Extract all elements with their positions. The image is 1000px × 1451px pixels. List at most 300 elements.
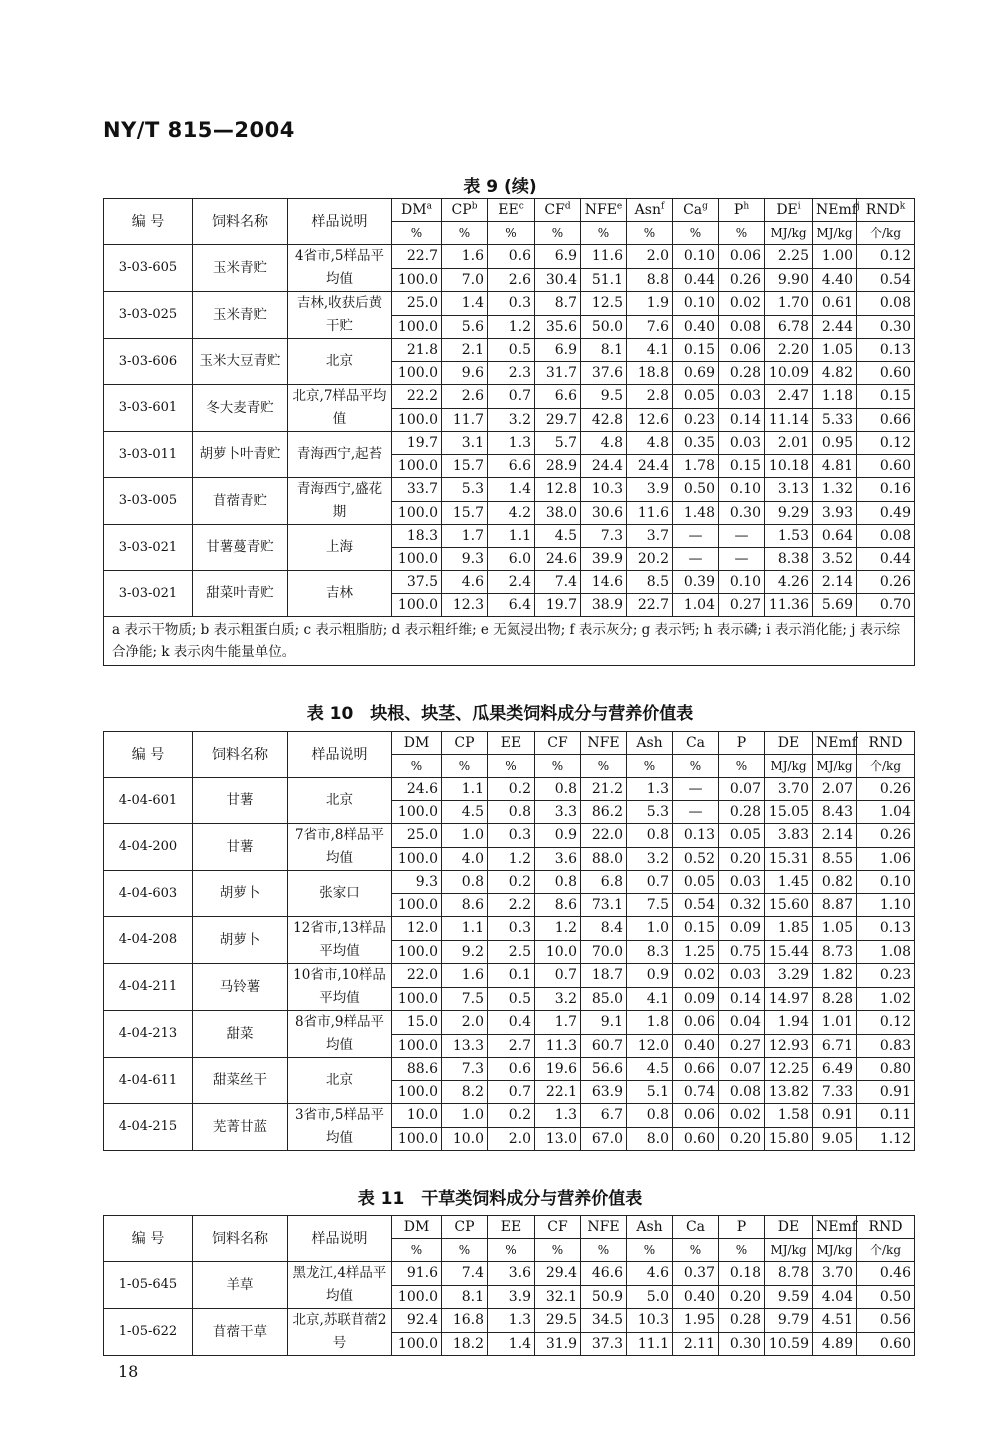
- value-p: 0.20: [719, 847, 765, 871]
- value-ca: —: [673, 778, 719, 801]
- value-cf: 3.2: [535, 987, 581, 1011]
- value-ash: 3.7: [627, 525, 673, 548]
- table-row: [104, 1262, 915, 1286]
- value-de: 2.20: [765, 339, 813, 362]
- value-p: 0.05: [719, 824, 765, 848]
- value-ee: 2.4: [488, 571, 535, 594]
- feed-id: 4-04-213: [104, 1011, 193, 1058]
- value-cp: 7.3: [442, 1058, 488, 1081]
- value-cp: 1.4: [442, 292, 488, 316]
- feed-id: 3-03-005: [104, 478, 193, 525]
- value-rnd: 0.08: [857, 525, 915, 548]
- value-nfe: 50.0: [581, 315, 627, 339]
- header-name: 饲料名称: [193, 199, 288, 245]
- value-nfe: 39.9: [581, 548, 627, 571]
- value-nfe: 22.0: [581, 824, 627, 848]
- value-ca: 0.15: [673, 339, 719, 362]
- unit-dm: %: [392, 755, 442, 778]
- value-cp: 9.3: [442, 548, 488, 571]
- feed-id: 4-04-611: [104, 1058, 193, 1104]
- value-nemf: 2.14: [813, 824, 857, 848]
- value-rnd: 0.12: [857, 245, 915, 269]
- header-desc: 样品说明: [288, 199, 392, 245]
- unit-cf: %: [535, 222, 581, 245]
- value-nemf: 4.89: [813, 1332, 857, 1356]
- sample-desc: 3省市,5样品平均值: [288, 1104, 392, 1151]
- value-dm: 18.3: [392, 525, 442, 548]
- feed-id: 3-03-606: [104, 339, 193, 385]
- value-rnd: 0.60: [857, 362, 915, 385]
- value-dm: 25.0: [392, 824, 442, 848]
- value-de: 10.18: [765, 455, 813, 478]
- value-cf: 31.7: [535, 362, 581, 385]
- table-row: [104, 292, 915, 316]
- value-cp: 1.1: [442, 778, 488, 801]
- value-p: 0.09: [719, 917, 765, 941]
- value-rnd: 0.12: [857, 1011, 915, 1035]
- value-ca: 0.06: [673, 1104, 719, 1128]
- unit-ca: %: [673, 755, 719, 778]
- value-ca: 0.06: [673, 1011, 719, 1035]
- header-dm: DM: [392, 1216, 442, 1239]
- value-ca: —: [673, 525, 719, 548]
- table-row: [104, 1011, 915, 1035]
- value-ee: 6.0: [488, 548, 535, 571]
- value-ee: 2.7: [488, 1034, 535, 1058]
- value-ash: 8.5: [627, 571, 673, 594]
- unit-nfe: %: [581, 222, 627, 245]
- value-cf: 28.9: [535, 455, 581, 478]
- value-de: 1.53: [765, 525, 813, 548]
- sample-desc: 张家口: [288, 871, 392, 917]
- value-cf: 29.4: [535, 1262, 581, 1286]
- table-row: [104, 525, 915, 548]
- value-dm: 88.6: [392, 1058, 442, 1081]
- feed-name: 甜菜丝干: [193, 1058, 288, 1104]
- sample-desc: 北京: [288, 778, 392, 824]
- value-ash: 1.9: [627, 292, 673, 316]
- value-ca: 1.48: [673, 501, 719, 525]
- sample-desc: 10省市,10样品平均值: [288, 964, 392, 1011]
- value-dm: 100.0: [392, 268, 442, 292]
- value-rnd: 0.46: [857, 1262, 915, 1286]
- value-de: 15.05: [765, 801, 813, 824]
- table9-caption: 表 9 (续): [463, 177, 537, 197]
- value-ash: 5.3: [627, 801, 673, 824]
- value-cp: 7.4: [442, 1262, 488, 1286]
- value-de: 15.60: [765, 894, 813, 917]
- value-nemf: 4.82: [813, 362, 857, 385]
- value-ee: 0.6: [488, 245, 535, 269]
- feed-id: 3-03-021: [104, 525, 193, 571]
- header-cp: CP: [442, 732, 488, 755]
- value-cp: 8.2: [442, 1081, 488, 1104]
- value-cp: 18.2: [442, 1332, 488, 1356]
- value-cf: 3.3: [535, 801, 581, 824]
- value-cp: 8.6: [442, 894, 488, 917]
- value-de: 2.25: [765, 245, 813, 269]
- feed-name: 马铃薯: [193, 964, 288, 1011]
- value-nfe: 30.6: [581, 501, 627, 525]
- value-cp: 12.3: [442, 594, 488, 617]
- value-nfe: 9.1: [581, 1011, 627, 1035]
- value-p: 0.08: [719, 1081, 765, 1104]
- value-dm: 33.7: [392, 478, 442, 502]
- header-nemf: NEmf: [813, 1216, 857, 1239]
- value-p: 0.28: [719, 1309, 765, 1333]
- value-nfe: 6.8: [581, 871, 627, 894]
- value-nfe: 10.3: [581, 478, 627, 502]
- unit-ee: %: [488, 1239, 535, 1262]
- header-name: 饲料名称: [193, 1216, 288, 1262]
- value-nfe: 86.2: [581, 801, 627, 824]
- table-row: [104, 1309, 915, 1333]
- value-ee: 0.4: [488, 1011, 535, 1035]
- value-ash: 0.8: [627, 824, 673, 848]
- feed-name: 冬大麦青贮: [193, 385, 288, 432]
- value-cp: 7.5: [442, 987, 488, 1011]
- table11: [103, 1215, 915, 1356]
- unit-de: MJ/kg: [765, 222, 813, 245]
- value-ee: 0.7: [488, 385, 535, 409]
- unit-ee: %: [488, 755, 535, 778]
- header-ca: Ca: [673, 732, 719, 755]
- sample-desc: 北京,7样品平均值: [288, 385, 392, 432]
- value-p: 0.32: [719, 894, 765, 917]
- value-cp: 8.1: [442, 1285, 488, 1309]
- value-dm: 24.6: [392, 778, 442, 801]
- header-cp: CP: [442, 1216, 488, 1239]
- value-ash: 4.8: [627, 432, 673, 455]
- value-cf: 10.0: [535, 940, 581, 964]
- unit-dm: %: [392, 222, 442, 245]
- value-nemf: 2.44: [813, 315, 857, 339]
- unit-nfe: %: [581, 755, 627, 778]
- unit-dm: %: [392, 1239, 442, 1262]
- value-nfe: 18.7: [581, 964, 627, 988]
- value-cp: 5.6: [442, 315, 488, 339]
- value-cf: 0.9: [535, 824, 581, 848]
- header-ca: Ca: [673, 1216, 719, 1239]
- value-dm: 19.7: [392, 432, 442, 455]
- value-ee: 2.5: [488, 940, 535, 964]
- header-de: DE: [765, 1216, 813, 1239]
- value-de: 12.25: [765, 1058, 813, 1081]
- sample-desc: 7省市,8样品平均值: [288, 824, 392, 871]
- feed-id: 3-03-025: [104, 292, 193, 339]
- value-ca: 1.95: [673, 1309, 719, 1333]
- unit-rnd: 个/kg: [857, 222, 915, 245]
- value-nemf: 4.81: [813, 455, 857, 478]
- value-ca: 1.25: [673, 940, 719, 964]
- value-ee: 0.1: [488, 964, 535, 988]
- value-rnd: 0.80: [857, 1058, 915, 1081]
- feed-id: 1-05-645: [104, 1262, 193, 1309]
- header-de: DE: [765, 732, 813, 755]
- value-ca: 0.66: [673, 1058, 719, 1081]
- value-dm: 100.0: [392, 940, 442, 964]
- sample-desc: 黑龙江,4样品平均值: [288, 1262, 392, 1309]
- value-de: 4.26: [765, 571, 813, 594]
- value-nemf: 4.04: [813, 1285, 857, 1309]
- sample-desc: 北京,苏联苜蓿2号: [288, 1309, 392, 1356]
- value-dm: 100.0: [392, 1081, 442, 1104]
- value-p: 0.07: [719, 778, 765, 801]
- value-ee: 0.3: [488, 292, 535, 316]
- value-dm: 100.0: [392, 315, 442, 339]
- value-nemf: 8.55: [813, 847, 857, 871]
- value-dm: 100.0: [392, 548, 442, 571]
- value-ee: 0.3: [488, 917, 535, 941]
- feed-name: 玉米大豆青贮: [193, 339, 288, 385]
- value-nfe: 63.9: [581, 1081, 627, 1104]
- value-nemf: 1.05: [813, 339, 857, 362]
- value-de: 1.58: [765, 1104, 813, 1128]
- value-ash: 7.5: [627, 894, 673, 917]
- value-dm: 100.0: [392, 1127, 442, 1151]
- value-ca: 0.23: [673, 408, 719, 432]
- value-ca: 0.37: [673, 1262, 719, 1286]
- value-ash: 3.9: [627, 478, 673, 502]
- value-rnd: 0.83: [857, 1034, 915, 1058]
- value-p: 0.04: [719, 1011, 765, 1035]
- value-ee: 0.5: [488, 339, 535, 362]
- feed-id: 4-04-211: [104, 964, 193, 1011]
- feed-name: 苜蓿青贮: [193, 478, 288, 525]
- value-p: 0.20: [719, 1127, 765, 1151]
- value-ash: 5.0: [627, 1285, 673, 1309]
- value-ca: 0.40: [673, 1034, 719, 1058]
- header-p: P: [719, 732, 765, 755]
- table11-caption: 表 11 干草类饲料成分与营养价值表: [357, 1189, 643, 1209]
- value-p: 0.28: [719, 362, 765, 385]
- value-nfe: 56.6: [581, 1058, 627, 1081]
- value-ee: 1.4: [488, 478, 535, 502]
- value-ee: 0.2: [488, 1104, 535, 1128]
- value-dm: 92.4: [392, 1309, 442, 1333]
- value-rnd: 0.60: [857, 1332, 915, 1356]
- sample-desc: 吉林: [288, 571, 392, 617]
- value-dm: 15.0: [392, 1011, 442, 1035]
- unit-ash: %: [627, 755, 673, 778]
- value-cp: 2.6: [442, 385, 488, 409]
- table-row: [104, 339, 915, 362]
- header-name: 饲料名称: [193, 732, 288, 778]
- unit-ee: %: [488, 222, 535, 245]
- value-ca: 0.13: [673, 824, 719, 848]
- value-ca: 0.54: [673, 894, 719, 917]
- sample-desc: 北京: [288, 1058, 392, 1104]
- feed-id: 3-03-011: [104, 432, 193, 478]
- unit-ca: %: [673, 1239, 719, 1262]
- table-row: [104, 245, 915, 269]
- feed-name: 甘薯: [193, 778, 288, 824]
- value-de: 1.94: [765, 1011, 813, 1035]
- unit-de: MJ/kg: [765, 1239, 813, 1262]
- unit-cf: %: [535, 755, 581, 778]
- value-cp: 11.7: [442, 408, 488, 432]
- value-rnd: 0.11: [857, 1104, 915, 1128]
- sample-desc: 12省市,13样品平均值: [288, 917, 392, 964]
- feed-id: 4-04-200: [104, 824, 193, 871]
- value-cp: 1.6: [442, 964, 488, 988]
- value-ca: —: [673, 548, 719, 571]
- value-cf: 38.0: [535, 501, 581, 525]
- feed-name: 甜菜叶青贮: [193, 571, 288, 617]
- value-ca: 1.78: [673, 455, 719, 478]
- value-nemf: 6.49: [813, 1058, 857, 1081]
- value-dm: 100.0: [392, 894, 442, 917]
- header-rnd: RND: [857, 1216, 915, 1239]
- value-nfe: 38.9: [581, 594, 627, 617]
- unit-de: MJ/kg: [765, 755, 813, 778]
- header-dm: $DM^a$: [392, 199, 442, 222]
- header-nfe: NFE: [581, 1216, 627, 1239]
- value-de: 10.59: [765, 1332, 813, 1356]
- value-nemf: 8.73: [813, 940, 857, 964]
- value-ee: 1.4: [488, 1332, 535, 1356]
- feed-id: 4-04-215: [104, 1104, 193, 1151]
- value-de: 9.90: [765, 268, 813, 292]
- value-ash: 20.2: [627, 548, 673, 571]
- value-rnd: 0.66: [857, 408, 915, 432]
- value-p: 0.14: [719, 408, 765, 432]
- value-p: 0.14: [719, 987, 765, 1011]
- value-nfe: 46.6: [581, 1262, 627, 1286]
- value-ee: 3.2: [488, 408, 535, 432]
- value-de: 6.78: [765, 315, 813, 339]
- value-nfe: 8.4: [581, 917, 627, 941]
- value-dm: 100.0: [392, 455, 442, 478]
- value-de: 2.01: [765, 432, 813, 455]
- value-p: 0.10: [719, 478, 765, 502]
- value-dm: 100.0: [392, 987, 442, 1011]
- value-de: 12.93: [765, 1034, 813, 1058]
- unit-nemf: MJ/kg: [813, 1239, 857, 1262]
- table-row: [104, 571, 915, 594]
- value-de: 3.29: [765, 964, 813, 988]
- header-cf: $CF^d$: [535, 199, 581, 222]
- value-nemf: 0.82: [813, 871, 857, 894]
- value-ee: 0.7: [488, 1081, 535, 1104]
- value-cf: 13.0: [535, 1127, 581, 1151]
- value-cp: 4.5: [442, 801, 488, 824]
- value-ca: 0.39: [673, 571, 719, 594]
- sample-desc: 青海西宁,盛花期: [288, 478, 392, 525]
- table-row: [104, 917, 915, 941]
- value-de: 13.82: [765, 1081, 813, 1104]
- value-ee: 0.5: [488, 987, 535, 1011]
- value-de: 9.59: [765, 1285, 813, 1309]
- header-ca: Ca$^g$: [673, 199, 719, 222]
- value-p: 0.18: [719, 1262, 765, 1286]
- value-ca: 0.05: [673, 871, 719, 894]
- value-ca: 0.05: [673, 385, 719, 409]
- feed-name: 玉米青贮: [193, 245, 288, 292]
- value-nfe: 9.5: [581, 385, 627, 409]
- value-ca: 0.69: [673, 362, 719, 385]
- value-cf: 1.2: [535, 917, 581, 941]
- value-nfe: 60.7: [581, 1034, 627, 1058]
- value-cf: 0.8: [535, 778, 581, 801]
- value-cf: 4.5: [535, 525, 581, 548]
- value-nemf: 2.07: [813, 778, 857, 801]
- value-ee: 2.6: [488, 268, 535, 292]
- value-p: 0.06: [719, 339, 765, 362]
- value-ee: 1.1: [488, 525, 535, 548]
- feed-name: 苜蓿干草: [193, 1309, 288, 1356]
- value-dm: 100.0: [392, 408, 442, 432]
- value-nemf: 0.91: [813, 1104, 857, 1128]
- value-nemf: 3.52: [813, 548, 857, 571]
- value-cp: 4.6: [442, 571, 488, 594]
- header-ash: Ash: [627, 1216, 673, 1239]
- value-cp: 4.0: [442, 847, 488, 871]
- value-de: 3.70: [765, 778, 813, 801]
- value-cf: 32.1: [535, 1285, 581, 1309]
- value-nfe: 85.0: [581, 987, 627, 1011]
- value-nemf: 1.05: [813, 917, 857, 941]
- value-nemf: 1.18: [813, 385, 857, 409]
- value-de: 3.13: [765, 478, 813, 502]
- table-row: [104, 1058, 915, 1081]
- unit-cf: %: [535, 1239, 581, 1262]
- value-nemf: 1.32: [813, 478, 857, 502]
- value-dm: 12.0: [392, 917, 442, 941]
- value-de: 15.44: [765, 940, 813, 964]
- header-nemf: NEmf$^j$: [813, 199, 857, 222]
- value-dm: 22.0: [392, 964, 442, 988]
- value-nfe: 42.8: [581, 408, 627, 432]
- unit-ash: %: [627, 1239, 673, 1262]
- value-cf: 8.7: [535, 292, 581, 316]
- value-ash: 7.6: [627, 315, 673, 339]
- value-cf: 6.9: [535, 245, 581, 269]
- value-cp: 1.1: [442, 917, 488, 941]
- unit-cp: %: [442, 755, 488, 778]
- page-number: 18: [118, 1362, 139, 1381]
- value-cp: 1.6: [442, 245, 488, 269]
- value-dm: 100.0: [392, 362, 442, 385]
- value-cp: 5.3: [442, 478, 488, 502]
- value-nfe: 88.0: [581, 847, 627, 871]
- value-ash: 2.0: [627, 245, 673, 269]
- value-dm: 22.7: [392, 245, 442, 269]
- value-nfe: 4.8: [581, 432, 627, 455]
- table-row: [104, 432, 915, 455]
- value-dm: 100.0: [392, 501, 442, 525]
- value-ash: 0.9: [627, 964, 673, 988]
- value-rnd: 0.15: [857, 385, 915, 409]
- value-cp: 13.3: [442, 1034, 488, 1058]
- value-ee: 3.6: [488, 1262, 535, 1286]
- value-ca: 0.15: [673, 917, 719, 941]
- value-nfe: 8.1: [581, 339, 627, 362]
- value-nemf: 1.01: [813, 1011, 857, 1035]
- header-id: 编 号: [104, 732, 193, 778]
- value-p: 0.10: [719, 571, 765, 594]
- value-p: 0.30: [719, 501, 765, 525]
- value-nemf: 8.43: [813, 801, 857, 824]
- sample-desc: 4省市,5样品平均值: [288, 245, 392, 292]
- header-cf: CF: [535, 1216, 581, 1239]
- value-rnd: 0.30: [857, 315, 915, 339]
- value-nemf: 9.05: [813, 1127, 857, 1151]
- value-cf: 0.7: [535, 964, 581, 988]
- value-cf: 35.6: [535, 315, 581, 339]
- value-de: 8.38: [765, 548, 813, 571]
- value-cp: 7.0: [442, 268, 488, 292]
